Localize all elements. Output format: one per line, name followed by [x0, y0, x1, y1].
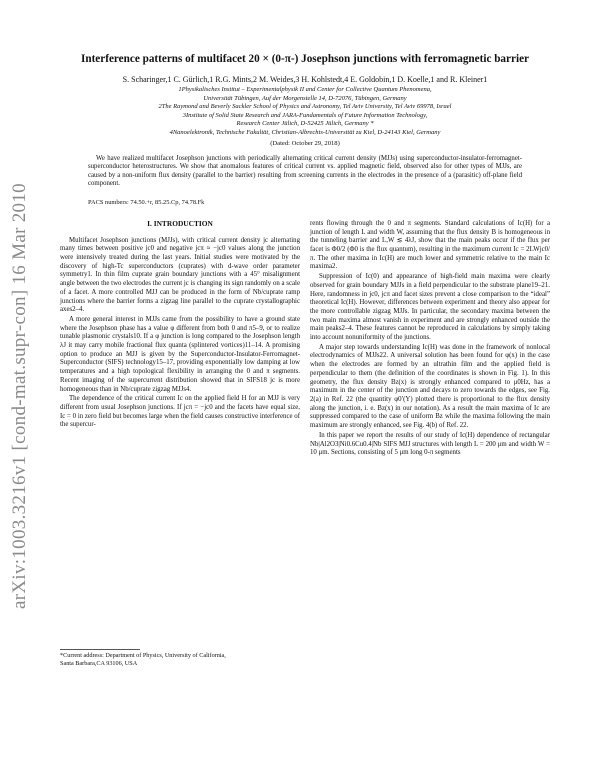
affiliation-line: 2The Raymond and Beverly Sackler School of Physics and Astronomy, Tel Aviv University, Tel Aviv 69978, Israel [158, 103, 452, 111]
footnote-line: Santa Barbara,CA 93106, USA [60, 659, 138, 667]
left-column [60, 220, 300, 700]
affiliation-line: Universität Tübingen, Auf der Morgenstelle 14, D-72076, Tübingen, Germany [203, 94, 407, 102]
affiliation-line: 1Physikalisches Institut – Experimentalphysik II and Center for Collective Quantum Phenomena, [178, 86, 432, 93]
affiliations [60, 86, 550, 138]
paper-page [60, 52, 550, 700]
date-line: (Dated: October 29, 2018) [270, 139, 340, 147]
arxiv-stamp [2, 176, 38, 616]
paragraph: The dependence of the critical current Ic on the applied field H for an MJJ is very different from usual Josephson junctions. If jcπ = −jc0 and the facets have equal size, Ic = 0 in zero field but becomes large when the field causes constructive interference of the supercur- [60, 395, 300, 429]
footnote-line: *Current address: Department of Physics, University of California, [60, 651, 226, 659]
section-heading: I. INTRODUCTION [147, 218, 213, 228]
paper-title: Interference patterns of multifacet 20 × (0-π-) Josephson junctions with ferromagnetic barrier [81, 53, 529, 65]
paragraph: rents flowing through the 0 and π segments. Standard calculations of Ic(H) for a junction of length L and width W, assuming that the flux density B is homogeneous in the tunneling barrier and L,W ≲ 4λJ, show that the main peaks occur if the flux per facet is Φ0/2 (Φ0 is the flux quantum), resulting in the maximum current Ic = 2LWjc0/π. The other maxima in Ic(H) are much lower and symmetric relative to the main Ic maxima2. [310, 219, 550, 271]
body-columns [60, 220, 550, 700]
paragraph: Suppression of Ic(0) and appearance of high-field main maxima were clearly observed for grain boundary MJJs in a field perpendicular to the substrate plane19–21. Here, randomness in jc0, jcπ and facet sizes prevent a close comparison to the “ideal” theoretical Ic(H). However, differences between experiment and theory also appear for the more controllable zigzag MJJs. In particular, the secondary maxima between the two main maxima almost vanish in experiment and are strongly enhanced outside the main peaks2–4. These features cannot be reproduced in calculations by simply taking into account nonuniformity of the junctions. [310, 273, 550, 342]
affiliation-line: 4Nanoelektronik, Technische Fakultät, Christian-Albrechts-Universität zu Kiel, D-24143 Kiel, Germany [169, 128, 441, 136]
pacs-numbers: PACS numbers: 74.50.+r, 85.25.Cp, 74.78.Fk [88, 198, 205, 206]
paragraph: A major step towards understanding Ic(H) was done in the framework of nonlocal electrodynamics of MJJs22. A universal solution has been found for φ(x) in the case when the electrodes are formed by an ultrathin film and the applied field is perpendicular to them (the definition of the coordinates is shown in Fig. 1). In this geometry, the flux density Bz(x) is strongly enhanced compared to μ0Hz, has a maximum in the center of the junction and decays to zero towards the edges, see Fig. 2(a) in Ref. 22 (the quantity φ0′(Y) plotted there is proportional to the flux density along the junction, i. e. Bz(x) in our notation). As a result the main maxima of Ic are suppressed compared to the case of uniform Bz while the maxima following the main maximum are strongly enhanced, see Fig. 4(b) of Ref. 22. [310, 343, 550, 430]
author-list: S. Scharinger,1 C. Gürlich,1 R.G. Mints,2 M. Weides,3 H. Kohlstedt,4 E. Goldobin,1 D. Koelle,1 and R. Kleiner1 [122, 75, 488, 84]
right-column [310, 220, 550, 700]
paragraph: Multifacet Josephson junctions (MJJs), with critical current density jc alternating many times between positive jc0 and negative jcπ ≈ −jc0 values along the junction were intensively treated during the last years. Initial studies were motivated by the discovery of high-Tc superconductors (cuprates) with d-wave order parameter symmetry1. In thin film cuprate grain boundary junctions with a 45° misalignment angle between the two electrodes the current jc is changing its sign randomly on a scale of a facet. A more controlled MJJ can be produced in the form of Nb/cuprate ramp junctions where the barrier forms a zigzag line parallel to the cuprate crystallographic axes2–4. [60, 236, 300, 314]
affiliation-line: 3Institute of Solid State Research and JARA-Fundamentals of Future Information Technology, [182, 111, 428, 119]
paragraph: In this paper we report the results of our study of Ic(H) dependence of rectangular Nb|Al2O3|Ni0.6Cu0.4|Nb SIFS MJJ structures with length L = 200 μm and width W = 10 μm. Sections, consisting of 5 μm long 0-π segments [310, 431, 550, 457]
abstract: We have realized multifacet Josephson junctions with periodically alternating critical current density (MJJs) using superconductor-insulator-ferromagnet-superconductor heterostructures. We show that anomalous features of critical current vs. applied magnetic field, observed also for other types of MJJs, are caused by a non-uniform flux density (parallel to the barrier) resulting from screening currents in the electrodes in the presence of a (parasitic) off-plane field component. [88, 154, 522, 188]
arxiv-stamp-text: arXiv:1003.3216v1 [cond-mat.supr-con] 16 Mar 2010 [9, 183, 30, 609]
paragraph: A more general interest in MJJs came from the possibility to have a ground state where the Josephson phase has a value φ different from both 0 and π5–9, or to realize tunable plasmonic crystals10. If a φ junction is long compared to the Josephson length λJ it may carry mobile fractional flux quanta (splintered vortices)11–14. A promising option to produce an MJJ is given by the Superconductor-Insulator-Ferromagnet-Superconductor (SIFS) technology15–17, providing exponentially low damping at low temperatures and a high topological flexibility in arranging the 0 and π segments. Recent imaging of the supercurrent distribution showed that in SIFS18 jc is more homogeneous than in Nb/cuprate zigzag MJJs4. [60, 315, 300, 393]
affiliation-line: Research Center Jülich, D-52425 Jülich, Germany * [236, 120, 374, 128]
footnote [60, 652, 300, 668]
footnote-rule [60, 649, 140, 650]
